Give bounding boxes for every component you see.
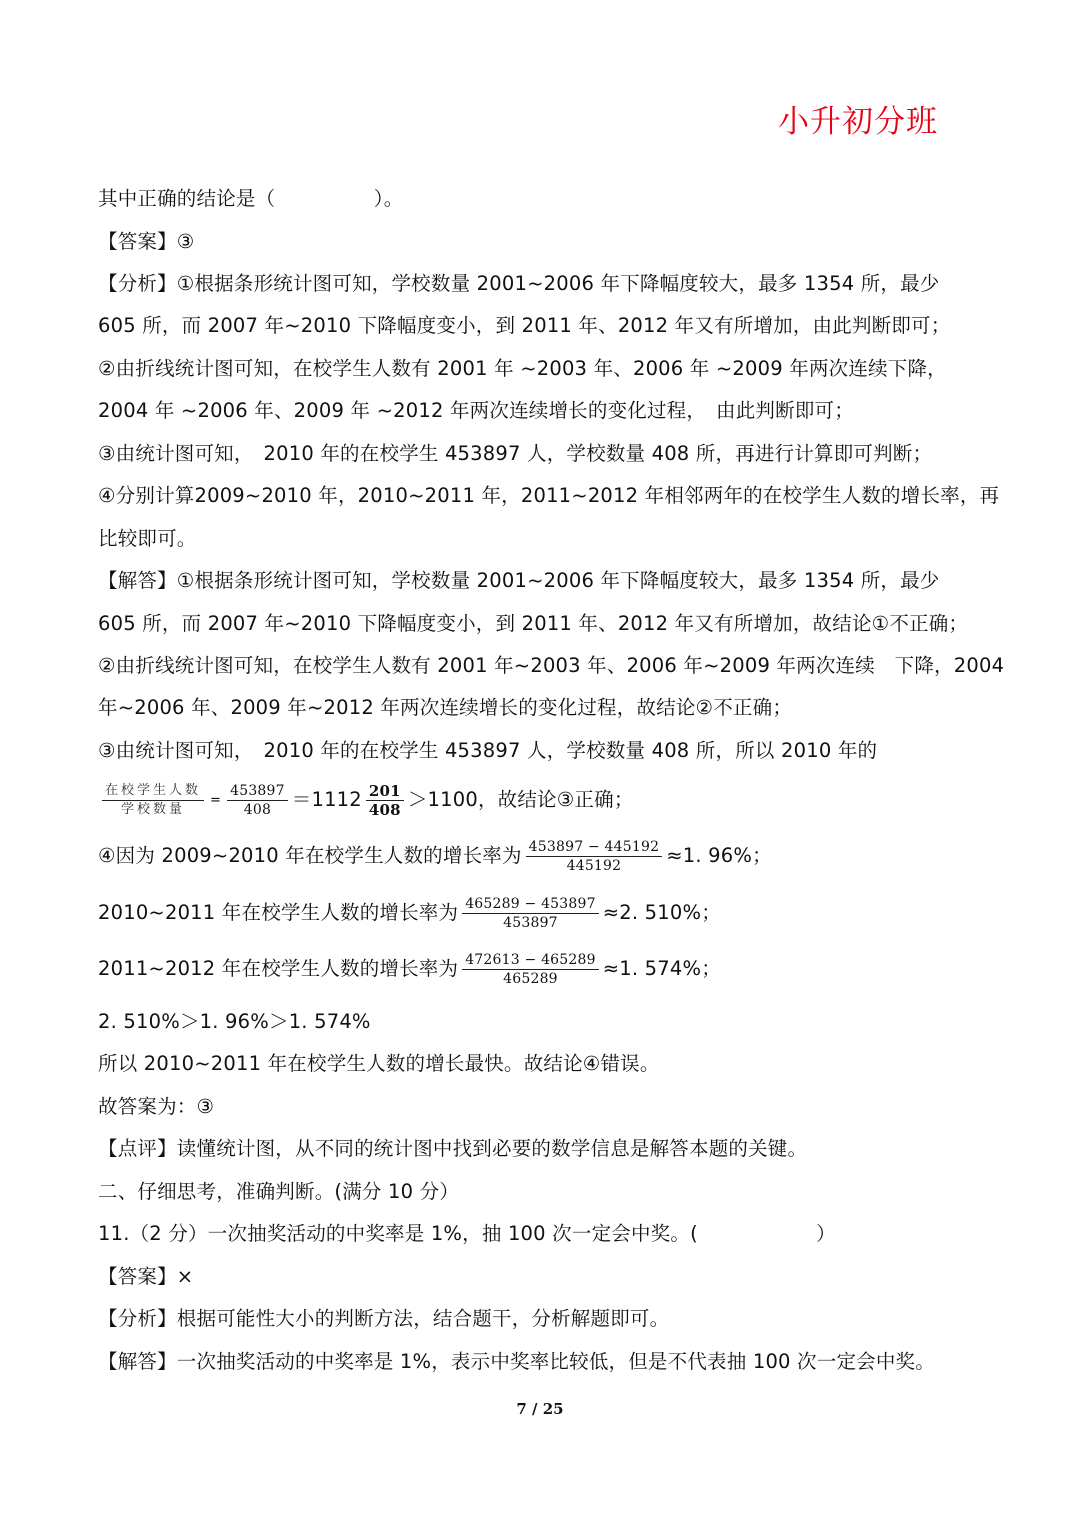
text-line: ②由折线统计图可知，在校学生人数有 2001 年 ~2003 年、2006 年 ~2009 年两次连续下降，	[98, 357, 947, 380]
equation-text: ≈1. 96%；	[666, 844, 772, 867]
text-line: 年~2006 年、2009 年~2012 年两次连续增长的变化过程，故结论②不正确；	[98, 696, 793, 719]
fraction	[462, 895, 599, 932]
equation-line	[98, 838, 772, 875]
equation-line	[98, 782, 634, 819]
brand-title: 小升初分班	[778, 104, 938, 140]
text-line: 【分析】①根据条形统计图可知，学校数量 2001~2006 年下降幅度较大，最多 1354 所，最少	[98, 272, 940, 295]
text-line: 2004 年 ~2006 年、2009 年 ~2012 年两次连续增长的变化过程， 由此判断即可；	[98, 399, 854, 422]
text-line: ②由折线统计图可知，在校学生人数有 2001 年~2003 年、2006 年~2009 年两次连续 下降，2004	[98, 654, 1005, 677]
text-line: ④分别计算2009~2010 年，2010~2011 年，2011~2012 年相邻两年的在校学生人数的增长率，再	[98, 484, 1000, 507]
text-line: 605 所，而 2007 年~2010 下降幅度变小，到 2011 年、2012 年又有所增加，由此判断即可；	[98, 314, 951, 337]
text-line: 605 所，而 2007 年~2010 下降幅度变小，到 2011 年、2012 年又有所增加，故结论①不正确；	[98, 612, 969, 635]
equation-text: 2010~2011 年在校学生人数的增长率为	[98, 901, 459, 924]
fraction-numerator: 453897	[227, 782, 288, 801]
equation-text: ＞1100，故结论③正确；	[407, 788, 634, 811]
equals-sign: =	[210, 792, 222, 808]
text-line: 【点评】读懂统计图，从不同的统计图中找到必要的数学信息是解答本题的关键。	[98, 1137, 808, 1160]
question-line: 11.（2 分）一次抽奖活动的中奖率是 1%，抽 100 次一定会中奖。( ）	[98, 1222, 836, 1245]
fraction-denominator: 408	[368, 801, 401, 819]
text-line: 【答案】×	[98, 1265, 194, 1288]
text-line: 【分析】根据可能性大小的判断方法，结合题干，分析解题即可。	[98, 1307, 670, 1330]
fraction-numerator: 201	[366, 782, 404, 801]
text-line: 其中正确的结论是（ ）。	[98, 187, 404, 210]
equation-line	[98, 895, 721, 932]
text-line: 【解答】一次抽奖活动的中奖率是 1%，表示中奖率比较低，但是不代表抽 100 次一定会中奖。	[98, 1350, 935, 1373]
fraction-numerator: 472613 − 465289	[462, 951, 599, 970]
fraction	[366, 782, 404, 819]
equation-text: 2011~2012 年在校学生人数的增长率为	[98, 957, 459, 980]
equation-text: ＝1112	[291, 788, 362, 811]
fraction	[526, 838, 663, 875]
text-line: 【答案】③	[98, 230, 195, 253]
text-line: ③由统计图可知， 2010 年的在校学生 453897 人，学校数量 408 所，所以 2010 年的	[98, 739, 878, 762]
text-line: ③由统计图可知， 2010 年的在校学生 453897 人，学校数量 408 所，再进行计算即可判断；	[98, 442, 933, 465]
page-number: 7 / 25	[516, 1400, 564, 1418]
section-heading: 二、仔细思考，准确判断。(满分 10 分）	[98, 1180, 460, 1203]
fraction	[227, 782, 288, 819]
fraction-numerator: 465289 − 453897	[462, 895, 599, 914]
fraction-denominator: 453897	[503, 915, 558, 931]
fraction-denominator: 465289	[503, 971, 558, 987]
equation-line	[98, 951, 721, 988]
equation-text: ≈1. 574%；	[602, 957, 721, 980]
text-line: 比较即可。	[98, 527, 197, 550]
text-line: 所以 2010~2011 年在校学生人数的增长最快。故结论④错误。	[98, 1052, 660, 1075]
fraction-denominator: 408	[243, 802, 272, 818]
fraction-denominator: 学校数量	[121, 802, 186, 817]
equation-text: ④因为 2009~2010 年在校学生人数的增长率为	[98, 844, 522, 867]
fraction-denominator: 445192	[566, 858, 622, 874]
fraction-numerator: 453897 − 445192	[526, 838, 663, 857]
text-line: 【解答】①根据条形统计图可知，学校数量 2001~2006 年下降幅度较大，最多 1354 所，最少	[98, 569, 940, 592]
fraction	[102, 782, 204, 819]
fraction-numerator: 在校学生人数	[102, 782, 204, 801]
text-line: 2. 510%＞1. 96%＞1. 574%	[98, 1010, 371, 1033]
fraction	[462, 951, 599, 988]
text-line: 故答案为：③	[98, 1095, 215, 1118]
equation-text: ≈2. 510%；	[602, 901, 721, 924]
